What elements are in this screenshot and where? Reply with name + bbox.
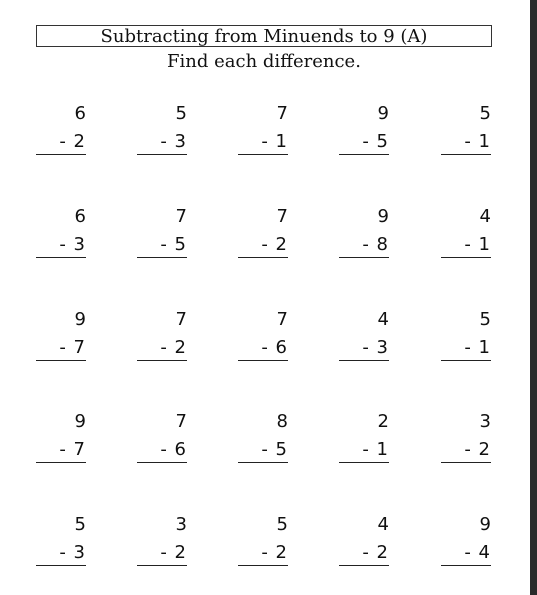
problem-5-4 <box>339 515 389 565</box>
answer-line <box>441 154 491 155</box>
problem-3-1 <box>36 310 86 360</box>
subtrahend: - 5 <box>362 131 389 152</box>
subtrahend: - 1 <box>464 131 491 152</box>
subtrahend: - 1 <box>464 234 491 255</box>
subtrahend: - 1 <box>261 131 288 152</box>
problem-2-1 <box>36 207 86 257</box>
answer-line <box>36 360 86 361</box>
minuend: 7 <box>276 309 288 330</box>
problem-3-5 <box>441 310 491 360</box>
problem-2-3 <box>238 207 288 257</box>
minuend: 4 <box>479 206 491 227</box>
minuend: 2 <box>377 411 389 432</box>
answer-line <box>36 154 86 155</box>
subtrahend: - 7 <box>59 337 86 358</box>
worksheet-title: Subtracting from Minuends to 9 (A) <box>36 25 492 47</box>
problem-5-3 <box>238 515 288 565</box>
problem-3-3 <box>238 310 288 360</box>
problem-3-4 <box>339 310 389 360</box>
problem-4-1 <box>36 412 86 462</box>
minuend: 5 <box>479 103 491 124</box>
minuend: 8 <box>276 411 288 432</box>
minuend: 9 <box>74 309 86 330</box>
answer-line <box>339 360 389 361</box>
subtrahend: - 2 <box>261 234 288 255</box>
minuend: 6 <box>74 206 86 227</box>
problem-5-2 <box>137 515 187 565</box>
subtrahend: - 3 <box>59 234 86 255</box>
problem-1-3 <box>238 104 288 154</box>
problem-2-4 <box>339 207 389 257</box>
subtrahend: - 2 <box>160 542 187 563</box>
answer-line <box>36 257 86 258</box>
window-edge-bar <box>530 0 537 595</box>
answer-line <box>339 257 389 258</box>
subtrahend: - 3 <box>160 131 187 152</box>
answer-line <box>238 154 288 155</box>
subtrahend: - 2 <box>59 131 86 152</box>
subtrahend: - 1 <box>362 439 389 460</box>
problem-5-1 <box>36 515 86 565</box>
problem-3-2 <box>137 310 187 360</box>
minuend: 7 <box>175 206 187 227</box>
subtrahend: - 6 <box>160 439 187 460</box>
subtrahend: - 3 <box>362 337 389 358</box>
problem-1-4 <box>339 104 389 154</box>
problem-2-5 <box>441 207 491 257</box>
problem-4-2 <box>137 412 187 462</box>
problem-4-5 <box>441 412 491 462</box>
answer-line <box>238 565 288 566</box>
answer-line <box>339 462 389 463</box>
minuend: 9 <box>377 103 389 124</box>
subtrahend: - 2 <box>464 439 491 460</box>
subtrahend: - 2 <box>362 542 389 563</box>
problem-5-5 <box>441 515 491 565</box>
subtrahend: - 1 <box>464 337 491 358</box>
subtrahend: - 7 <box>59 439 86 460</box>
answer-line <box>137 360 187 361</box>
answer-line <box>238 257 288 258</box>
answer-line <box>441 462 491 463</box>
problem-1-2 <box>137 104 187 154</box>
minuend: 7 <box>276 206 288 227</box>
answer-line <box>339 565 389 566</box>
answer-line <box>36 462 86 463</box>
problem-2-2 <box>137 207 187 257</box>
answer-line <box>441 257 491 258</box>
minuend: 5 <box>74 514 86 535</box>
problem-1-1 <box>36 104 86 154</box>
answer-line <box>238 462 288 463</box>
answer-line <box>238 360 288 361</box>
problem-1-5 <box>441 104 491 154</box>
worksheet-instructions: Find each difference. <box>167 51 361 72</box>
subtrahend: - 3 <box>59 542 86 563</box>
answer-line <box>137 154 187 155</box>
minuend: 7 <box>175 309 187 330</box>
problem-4-3 <box>238 412 288 462</box>
minuend: 4 <box>377 309 389 330</box>
minuend: 7 <box>175 411 187 432</box>
minuend: 6 <box>74 103 86 124</box>
minuend: 5 <box>479 309 491 330</box>
minuend: 9 <box>479 514 491 535</box>
answer-line <box>137 257 187 258</box>
subtrahend: - 4 <box>464 542 491 563</box>
minuend: 9 <box>74 411 86 432</box>
answer-line <box>441 565 491 566</box>
subtrahend: - 5 <box>261 439 288 460</box>
minuend: 4 <box>377 514 389 535</box>
answer-line <box>137 462 187 463</box>
subtrahend: - 8 <box>362 234 389 255</box>
minuend: 5 <box>175 103 187 124</box>
problem-4-4 <box>339 412 389 462</box>
subtrahend: - 2 <box>160 337 187 358</box>
minuend: 3 <box>175 514 187 535</box>
subtrahend: - 6 <box>261 337 288 358</box>
answer-line <box>137 565 187 566</box>
minuend: 5 <box>276 514 288 535</box>
minuend: 3 <box>479 411 491 432</box>
answer-line <box>441 360 491 361</box>
minuend: 9 <box>377 206 389 227</box>
answer-line <box>339 154 389 155</box>
subtrahend: - 2 <box>261 542 288 563</box>
answer-line <box>36 565 86 566</box>
minuend: 7 <box>276 103 288 124</box>
subtrahend: - 5 <box>160 234 187 255</box>
